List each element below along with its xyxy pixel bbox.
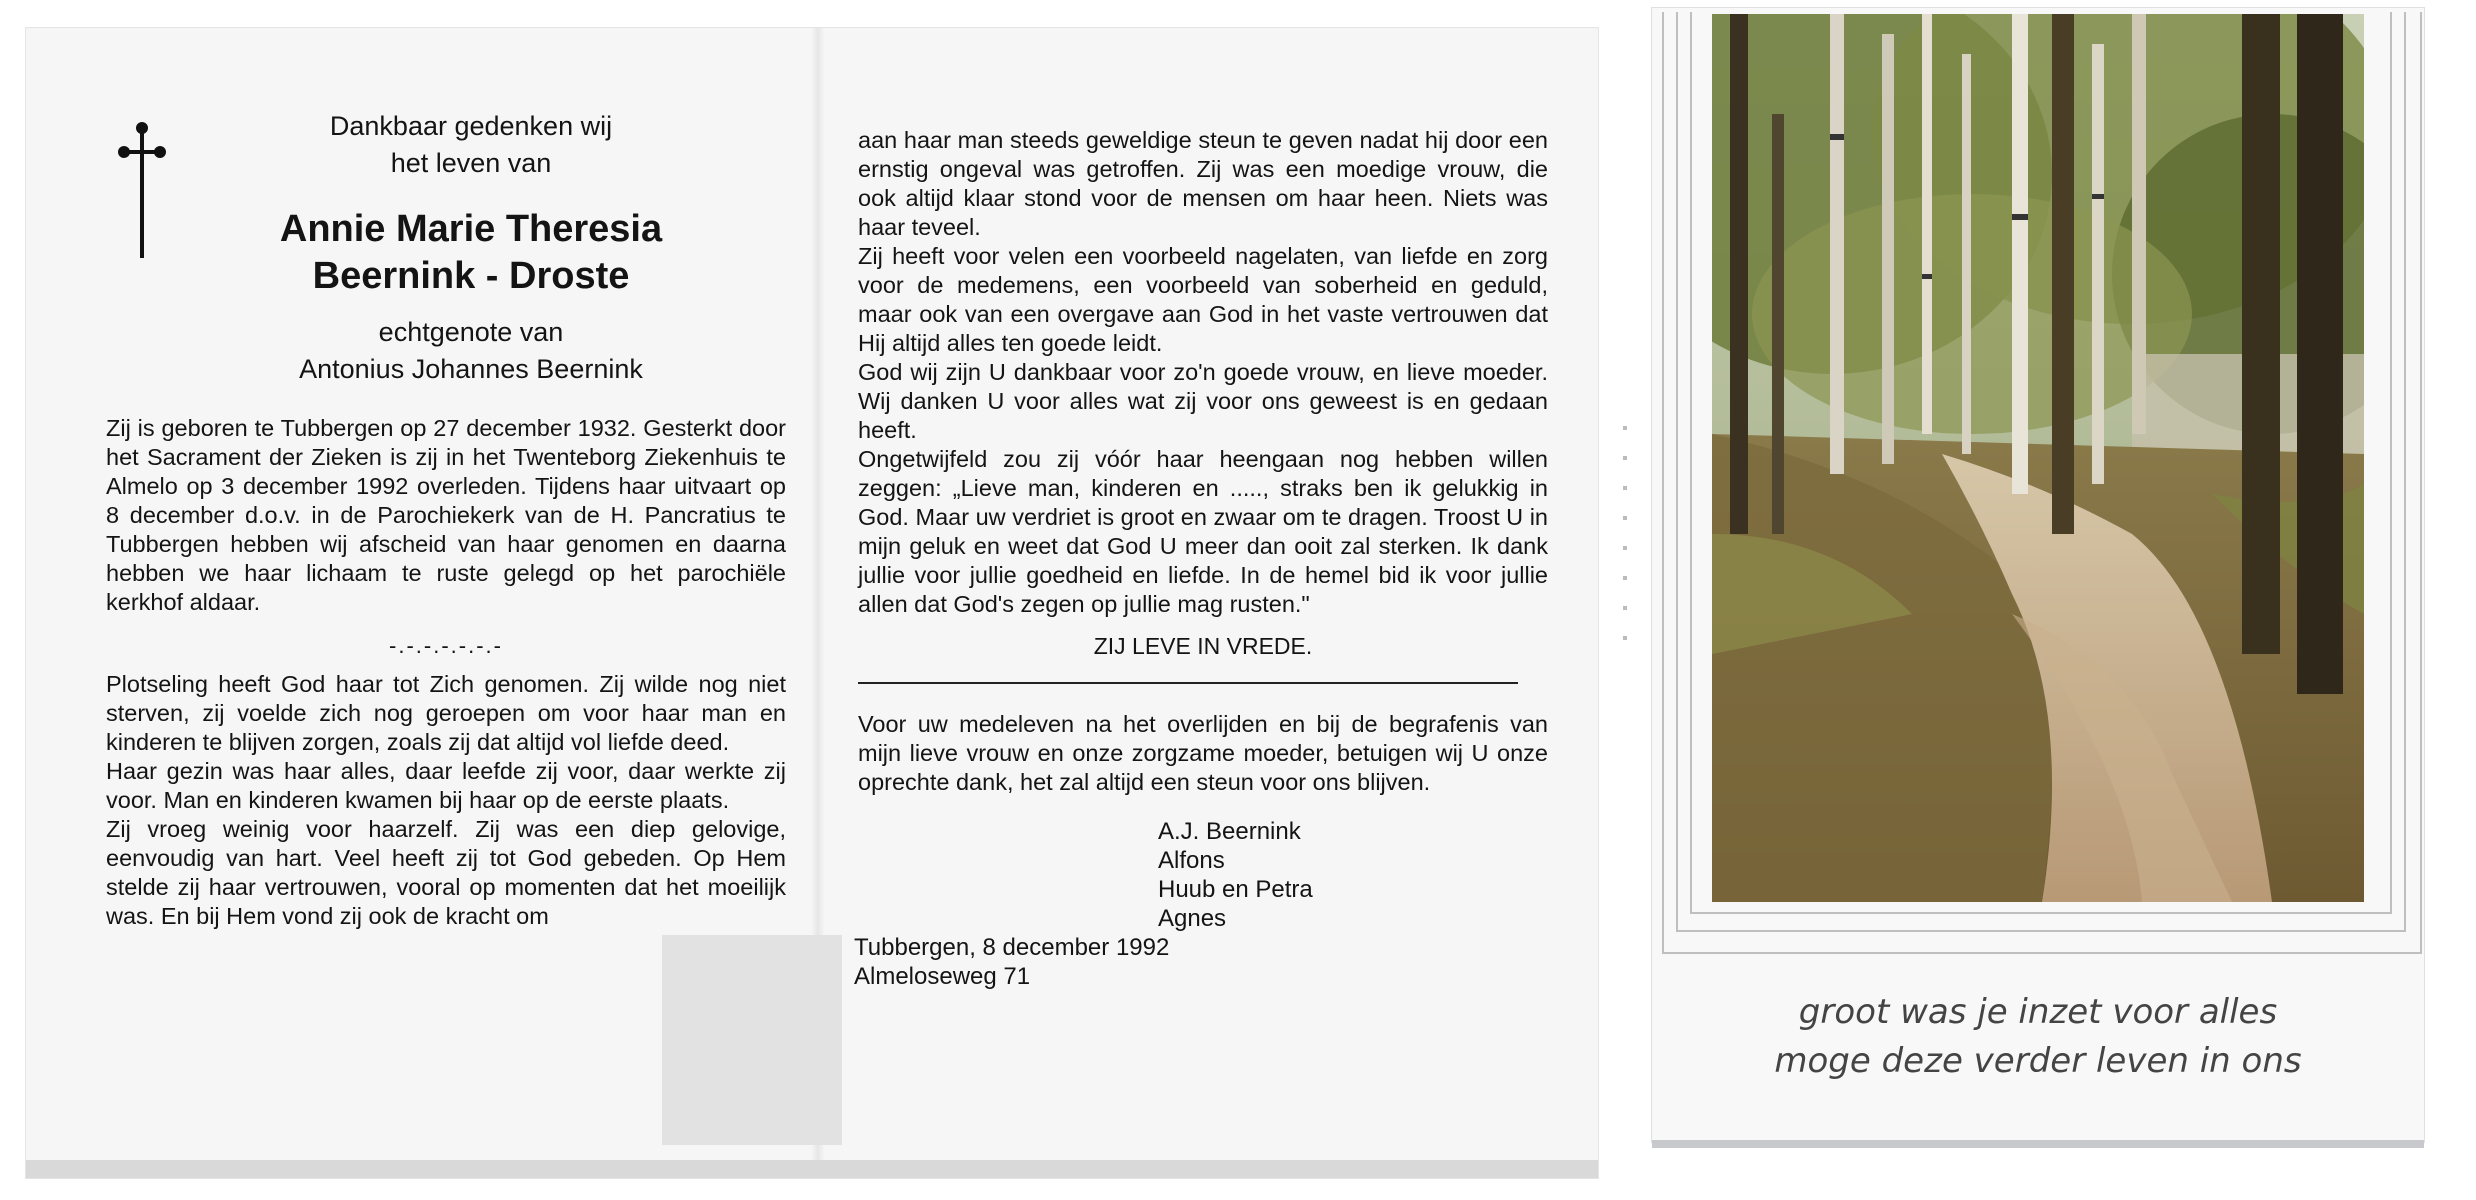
- memorial-card-inside: [26, 28, 1598, 1178]
- paragraph: aan haar man steeds geweldige steun te geven nadat hij door een ernstig ongeval was getroffen. Zij was een moedige vrouw, die ook altijd klaar stond voor de mensen om haar heen. Niets was haar teveel.: [858, 127, 1548, 240]
- paragraph: God wij zijn U dankbaar voor zo'n goede vrouw, en lieve moeder. Wij danken U voor alles wat zij voor ons geweest is en gedaan heeft.: [858, 359, 1548, 443]
- spouse-info: [256, 314, 686, 388]
- intro-line: het leven van: [390, 148, 552, 178]
- card-bottom-shade: [26, 1160, 1598, 1178]
- middle-body: [858, 126, 1548, 619]
- signer: A.J. Beernink: [1158, 818, 1301, 845]
- deceased-name: [256, 206, 686, 300]
- name-line: Annie Marie Theresia: [279, 208, 663, 250]
- paragraph: Zij heeft voor velen een voorbeeld nagelaten, van liefde en zorg voor de medemens, een voorbeeld van soberheid en geduld, maar ook van een overgave aan God in het vaste vertrouwen dat Hij altijd alles ten goede leidt.: [858, 243, 1548, 356]
- separator: -.-.-.-.-.-.-: [389, 633, 503, 658]
- divider: [858, 682, 1518, 684]
- spouse-line: Antonius Johannes Beernink: [299, 354, 643, 384]
- memorial-card-front: [1652, 8, 2424, 1142]
- forest-path-photo: [1712, 14, 2364, 902]
- signer: Huub en Petra: [1158, 876, 1313, 903]
- front-caption: [1652, 988, 2424, 1086]
- caption-line: moge deze verder leven in ons: [1774, 1041, 2302, 1081]
- paragraph: Haar gezin was haar alles, daar leefde zij voor, daar werkte zij voor. Man en kinderen kwamen bij haar op de eerste plaats.: [106, 758, 786, 813]
- tape-mark: [662, 935, 842, 1145]
- caption-line: groot was je inzet voor alles: [1798, 992, 2278, 1032]
- birth-paragraph: Zij is geboren te Tubbergen op 27 december 1932. Gesterkt door het Sacrament der Zieken is zij in het Twenteborg Ziekenhuis te Almelo op 3 december 1992 overleden. Tijdens haar uitvaart op 8 december d.o.v. in de Parochiekerk van de H. Pancratius te Tubbergen hebben wij afscheid van haar genomen en daarna hebben we haar lichaam te ruste gelegd op het parochiële kerkhof aldaar.: [106, 415, 786, 615]
- intro-heading: [256, 108, 686, 182]
- paragraph: Plotseling heeft God haar tot Zich genomen. Zij wilde nog niet sterven, zij voelde zich nog geroepen om voor haar man en kinderen te blijven zorgen, zoals zij dat altijd vol liefde deed.: [106, 671, 786, 755]
- name-line: Beernink - Droste: [312, 255, 630, 297]
- address: Almeloseweg 71: [854, 963, 1031, 990]
- scan-specks: [1620, 400, 1630, 740]
- signer: Agnes: [1158, 905, 1227, 932]
- spouse-line: echtgenote van: [378, 317, 564, 347]
- card-bottom-edge: [1652, 1140, 2424, 1148]
- thanks-paragraph: Voor uw medeleven na het overlijden en bij de begrafenis van mijn lieve vrouw en onze zorgzame moeder, betuigen wij U onze oprechte dank, het zal altijd een steun voor ons blijven.: [858, 711, 1548, 795]
- left-body: [106, 414, 786, 931]
- place-date: Tubbergen, 8 december 1992: [854, 934, 1170, 961]
- signers-list: [1158, 817, 1548, 933]
- closing-line: ZIJ LEVE IN VREDE.: [1093, 633, 1313, 659]
- intro-line: Dankbaar gedenken wij: [329, 111, 613, 141]
- signer: Alfons: [1158, 847, 1225, 874]
- paragraph: Zij vroeg weinig voor haarzelf. Zij was een diep gelovige, eenvoudig van hart. Veel heeft zij tot God gebeden. Op Hem stelde zij haar vertrouwen, vooral op momenten dat het moeilijk was. En bij Hem vond zij ook de kracht om: [106, 816, 786, 929]
- left-panel: [106, 108, 786, 931]
- paragraph: Ongetwijfeld zou zij vóór haar heengaan nog hebben willen zeggen: „Lieve man, kinderen en ....., straks ben ik gelukkig in God. Maar uw verdriet is groot en zwaar om te dragen. Troost U in mijn geluk en weet dat God U meer dan ooit zal sterken. Ik dank jullie voor jullie goedheid en liefde. In de hemel bid ik voor jullie allen dat God's zegen op jullie mag rusten.": [858, 446, 1548, 617]
- middle-panel: [854, 126, 1548, 991]
